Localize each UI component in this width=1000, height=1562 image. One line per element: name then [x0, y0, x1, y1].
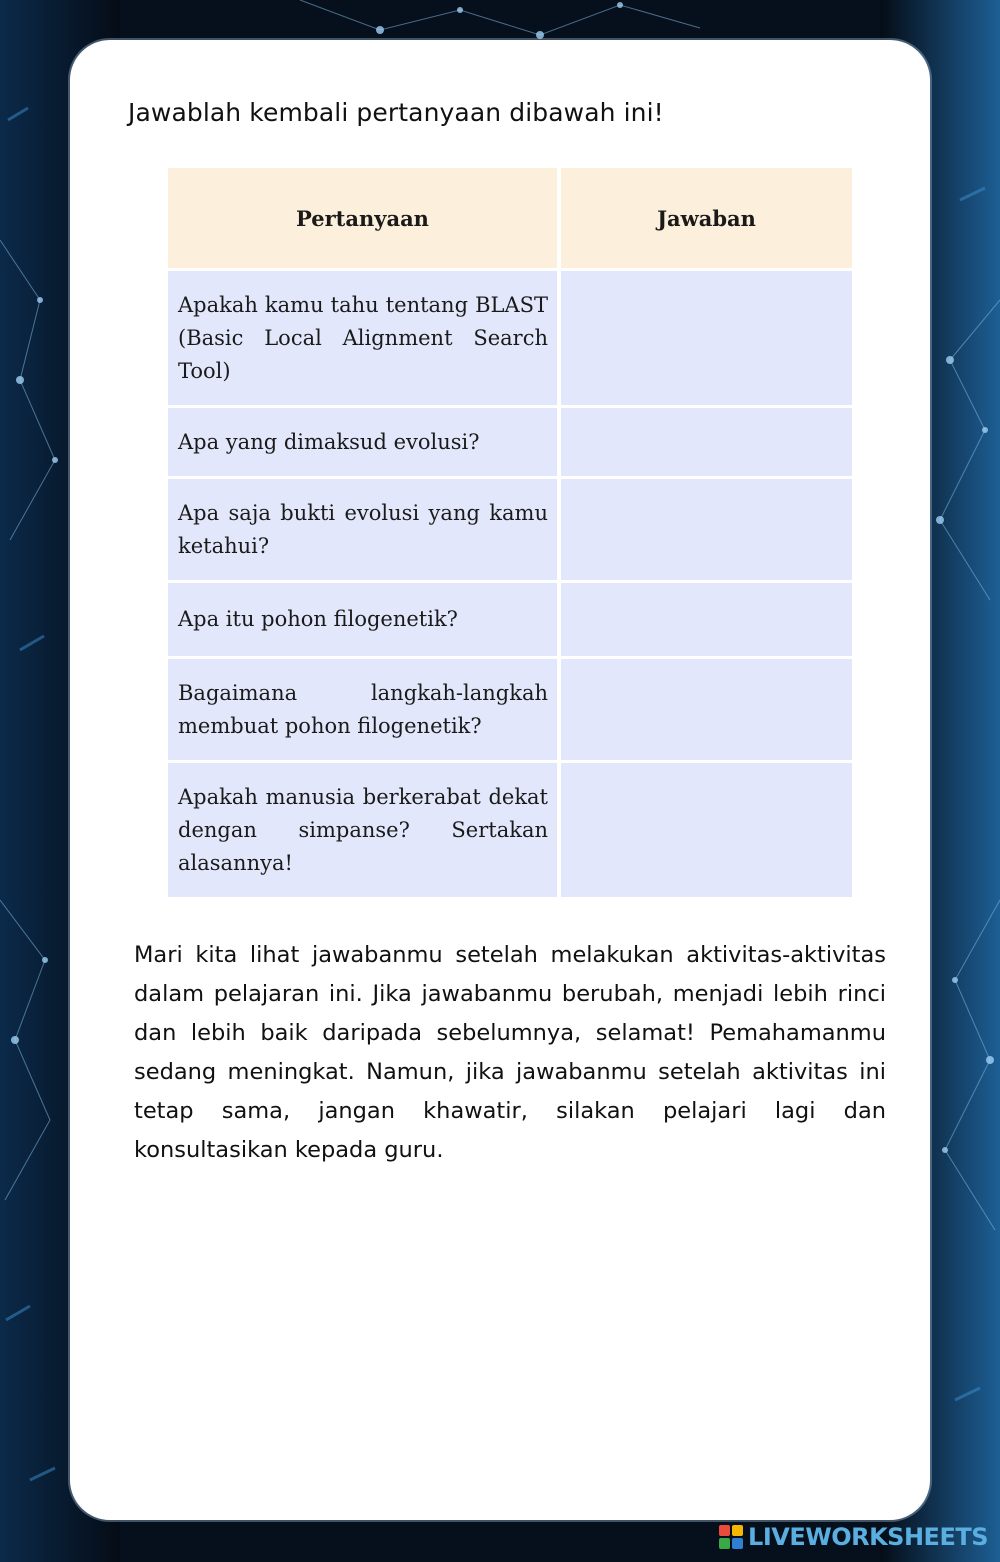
answer-cell — [561, 583, 852, 659]
answer-input[interactable] — [561, 683, 852, 737]
answer-input[interactable] — [561, 593, 852, 647]
answer-input[interactable] — [561, 803, 852, 857]
question-cell: Apa itu pohon filogenetik? — [168, 583, 561, 659]
table-header-row — [168, 168, 852, 271]
table-row — [168, 271, 852, 408]
answer-input[interactable] — [561, 415, 852, 469]
table-row — [168, 763, 852, 900]
question-cell: Bagaimana langkah-langkah membuat pohon filogenetik? — [168, 659, 561, 763]
table-row — [168, 479, 852, 583]
question-cell: Apakah kamu tahu tentang BLAST (Basic Local Alignment Search Tool) — [168, 271, 561, 408]
page-title: Jawablah kembali pertanyaan dibawah ini! — [128, 98, 664, 127]
answer-input[interactable] — [561, 311, 852, 365]
liveworksheets-watermark — [718, 1520, 988, 1554]
liveworksheets-logo-icon — [718, 1524, 744, 1550]
watermark-text: LIVEWORKSHEETS — [748, 1523, 988, 1551]
table-row — [168, 408, 852, 479]
worksheet-card — [70, 40, 930, 1520]
answer-cell — [561, 763, 852, 900]
question-cell: Apa yang dimaksud evolusi? — [168, 408, 561, 479]
column-header-answer: Jawaban — [561, 168, 852, 271]
answer-cell — [561, 659, 852, 763]
table-row — [168, 659, 852, 763]
answer-cell — [561, 271, 852, 408]
reflection-paragraph: Mari kita lihat jawabanmu setelah melakukan aktivitas-aktivitas dalam pelajaran ini. Jika jawabanmu berubah, menjadi lebih rinci dan lebih baik daripada sebelumnya, selamat! Pemahamanmu sedang meningkat. Namun, jika jawabanmu setelah aktivitas ini tetap sama, jangan khawatir, silakan pelajari lagi dan konsultasikan kepada guru. — [134, 942, 886, 1163]
answer-cell — [561, 479, 852, 583]
question-cell: Apa saja bukti evolusi yang kamu ketahui? — [168, 479, 561, 583]
answer-input[interactable] — [561, 503, 852, 557]
table-row — [168, 583, 852, 659]
question-table — [168, 168, 852, 900]
column-header-question: Pertanyaan — [168, 168, 561, 271]
question-cell: Apakah manusia berkerabat dekat dengan simpanse? Sertakan alasannya! — [168, 763, 561, 900]
answer-cell — [561, 408, 852, 479]
